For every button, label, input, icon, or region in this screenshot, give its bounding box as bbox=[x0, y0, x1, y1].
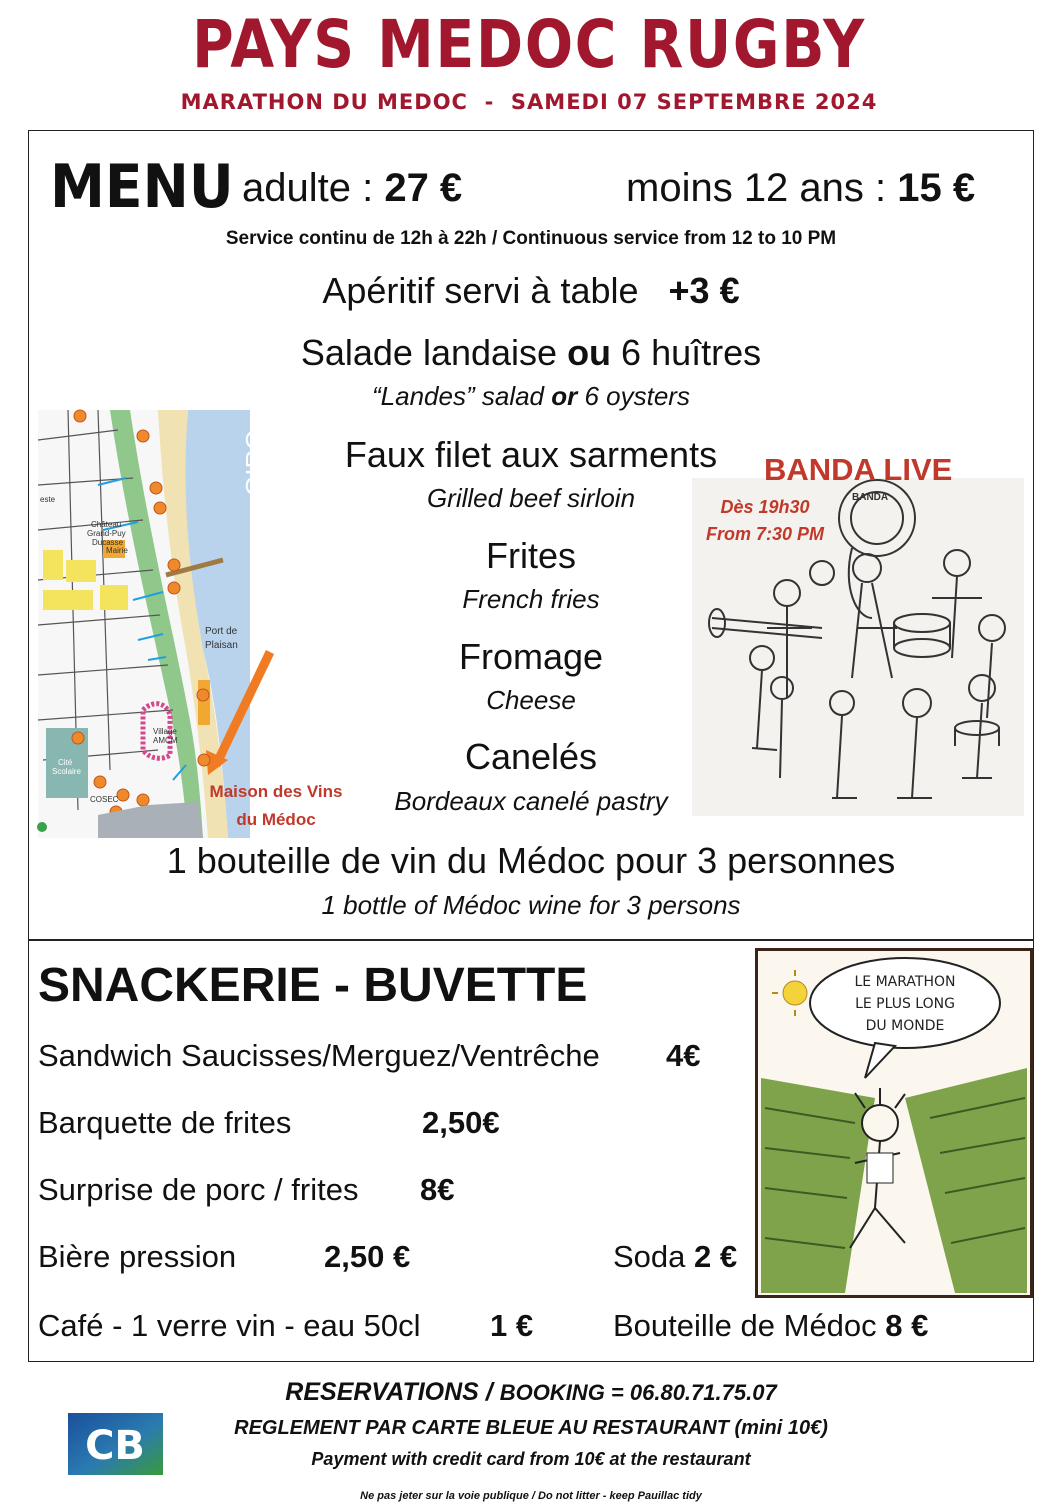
snack-price: 2,50 € bbox=[324, 1239, 411, 1274]
map-label-village: Village bbox=[153, 727, 177, 736]
snack-price-frites bbox=[422, 1105, 500, 1141]
service-hours: Service continu de 12h à 22h / Continuous service from 12 to 10 PM bbox=[225, 228, 837, 249]
soda-price: 2 € bbox=[694, 1239, 738, 1274]
faux-filet: Faux filet aux sarments bbox=[344, 434, 718, 475]
snack-label: Café - 1 verre vin - eau 50cl bbox=[38, 1308, 421, 1343]
bubble-line-1: LE MARATHON bbox=[854, 974, 956, 990]
snack-item-bouteille bbox=[613, 1308, 928, 1344]
maison-des-vins-label bbox=[196, 778, 356, 834]
banda-time-en: From 7:30 PM bbox=[705, 524, 825, 544]
salade-ou: ou bbox=[567, 332, 612, 373]
bubble-line-2: LE PLUS LONG bbox=[855, 996, 955, 1012]
map-label-ducasse: Ducasse bbox=[92, 538, 124, 547]
snack-item-soda bbox=[613, 1239, 737, 1275]
huitres-label: 6 huîtres bbox=[611, 332, 762, 373]
snack-label: Barquette de frites bbox=[38, 1105, 292, 1140]
map-label-este: este bbox=[40, 495, 56, 504]
bouteille-en-line: 1 bottle of Médoc wine for 3 persons bbox=[321, 890, 741, 920]
page-subtitle: MARATHON DU MEDOC - SAMEDI 07 SEPTEMBRE 2024 bbox=[180, 90, 878, 114]
frites: Frites bbox=[486, 535, 576, 576]
location-map bbox=[38, 410, 270, 838]
map-label-scolaire: Scolaire bbox=[52, 767, 81, 776]
booking-phone[interactable]: BOOKING = 06.80.71.75.07 bbox=[499, 1380, 777, 1405]
map-label-chateau: Château bbox=[91, 520, 122, 529]
caneles: Canelés bbox=[464, 736, 598, 777]
fromage-en: Cheese bbox=[486, 685, 576, 715]
maison-line-2: du Médoc bbox=[236, 810, 316, 829]
reservations-line bbox=[28, 1378, 1034, 1407]
map-label-cosec: COSEC bbox=[90, 795, 119, 804]
page-title: PAYS MEDOC RUGBY bbox=[192, 6, 866, 83]
child-label: moins 12 ans : bbox=[626, 166, 898, 210]
map-label-mairie: Mairie bbox=[106, 546, 128, 555]
cb-logo-icon bbox=[68, 1413, 163, 1475]
reservations-label: RESERVATIONS / bbox=[285, 1378, 500, 1406]
child-price-value: 15 € bbox=[897, 166, 976, 210]
map-label-port: Port de bbox=[205, 626, 238, 637]
bubble-line-3: DU MONDE bbox=[865, 1018, 945, 1034]
fromage: Fromage bbox=[458, 636, 604, 677]
salade-line bbox=[28, 332, 1034, 374]
drum-banda-text: BANDA bbox=[852, 492, 889, 503]
adult-price-value: 27 € bbox=[384, 166, 463, 210]
banda-live-title: BANDA LIVE bbox=[764, 452, 953, 487]
faux-filet-en: Grilled beef sirloin bbox=[426, 483, 636, 513]
snack-label: Bière pression bbox=[38, 1239, 237, 1274]
snack-item-biere bbox=[38, 1239, 236, 1275]
aperitif-price: +3 € bbox=[668, 270, 740, 311]
salade-label: Salade landaise bbox=[300, 332, 568, 373]
map-label-plaisance: Plaisan bbox=[205, 640, 238, 651]
caneles-en: Bordeaux canelé pastry bbox=[394, 786, 668, 816]
snack-label: Surprise de porc / frites bbox=[38, 1172, 359, 1207]
snack-label: Sandwich Saucisses/Merguez/Ventrêche bbox=[38, 1038, 600, 1073]
map-label-amcm: AMCM bbox=[153, 736, 178, 745]
litter-notice: Ne pas jeter sur la voie publique / Do not litter - keep Pauillac tidy bbox=[360, 1490, 702, 1502]
salade-en-label: “Landes” salad bbox=[372, 381, 552, 411]
oysters-en-label: 6 oysters bbox=[577, 381, 690, 411]
map-label-grandpuy: Grand-Puy bbox=[87, 529, 126, 538]
map-label-giro: GIRO bbox=[240, 429, 270, 496]
snack-price-porc bbox=[420, 1172, 454, 1208]
cb-logo-text: CB bbox=[85, 1423, 145, 1469]
snack-item-sandwich bbox=[38, 1038, 600, 1074]
menu-heading: MENU bbox=[50, 152, 234, 222]
bouteille-line: 1 bouteille de vin du Médoc pour 3 personnes bbox=[166, 840, 896, 881]
snack-price: 1 € bbox=[490, 1308, 534, 1343]
snack-price-biere bbox=[324, 1239, 410, 1275]
adult-label: adulte : bbox=[242, 166, 385, 210]
snack-price: 4€ bbox=[666, 1038, 701, 1073]
snack-item-porc bbox=[38, 1172, 358, 1208]
adult-price bbox=[242, 166, 462, 211]
snack-item-frites bbox=[38, 1105, 291, 1141]
map-label-cite: Cité bbox=[58, 758, 73, 767]
soda-label: Soda bbox=[613, 1239, 695, 1274]
bouteille-label: Bouteille de Médoc bbox=[613, 1308, 886, 1343]
aperitif-line bbox=[28, 270, 1034, 312]
salade-en-line bbox=[28, 381, 1034, 412]
snack-price: 2,50€ bbox=[422, 1105, 500, 1140]
snack-price-cafe bbox=[490, 1308, 533, 1344]
snack-price-sandwich bbox=[666, 1038, 700, 1074]
banda-time-fr: Dès 19h30 bbox=[720, 497, 810, 517]
frites-en: French fries bbox=[462, 584, 600, 614]
snack-price: 8€ bbox=[420, 1172, 455, 1207]
marathon-cartoon-image bbox=[755, 948, 1033, 1298]
aperitif-label: Apéritif servi à table bbox=[322, 270, 639, 311]
snack-item-cafe bbox=[38, 1308, 421, 1344]
bouteille-price: 8 € bbox=[885, 1308, 929, 1343]
payment-line: Payment with credit card from 10€ at the restaurant bbox=[311, 1449, 751, 1469]
child-price bbox=[626, 166, 975, 211]
maison-line-1: Maison des Vins bbox=[209, 782, 343, 801]
salade-en-or: or bbox=[551, 381, 578, 411]
reglement-line: REGLEMENT PAR CARTE BLEUE AU RESTAURANT (mini 10€) bbox=[234, 1417, 828, 1439]
snack-title: SNACKERIE - BUVETTE bbox=[38, 959, 588, 1012]
